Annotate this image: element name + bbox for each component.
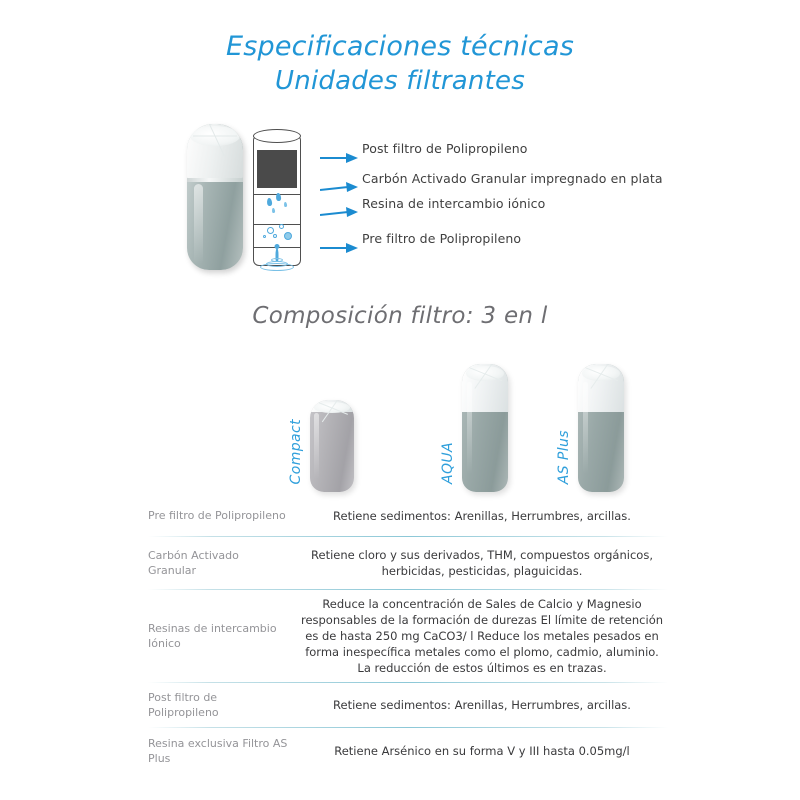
bottle-cap-top (582, 366, 621, 381)
bubble-icon (263, 235, 266, 238)
page-title-line-2: Unidades filtrantes (275, 66, 525, 96)
bottle-label-aqua: AQUA (440, 441, 456, 484)
callout-label: Resina de intercambio iónico (362, 196, 546, 211)
callout-label: Post filtro de Polipropileno (362, 141, 528, 156)
page-title (0, 30, 800, 98)
filter-diagram (0, 118, 800, 283)
arrow-right-icon (320, 181, 358, 195)
arrow-right-icon (320, 151, 358, 165)
bottle-comparison (0, 352, 800, 492)
table-row-value: Retiene Arsénico en su forma V y III hasta 0.05mg/l (334, 744, 630, 758)
table-row (148, 537, 668, 589)
composition-title: Composición filtro: 3 en l (252, 303, 548, 329)
cartridge-cap-top (190, 126, 240, 146)
table-row-value: Reduce la concentración de Sales de Calcio y Magnesio responsables de la formación de durezas El límite de retención es de hasta 250 mg CaCO3/ l Reduce los metales pesados en forma inespecífica metales como el plomo, cadmio, aluminio. La reducción de estos últimos es en trazas. (300, 597, 664, 675)
table-row (148, 728, 668, 774)
callout-label: Carbón Activado Granular impregnado en plata (362, 171, 663, 186)
bottle-cap (310, 400, 354, 412)
arrow-right-icon (320, 206, 358, 220)
table-row (148, 496, 668, 536)
resin-droplets-layer (253, 190, 301, 220)
bottle-highlight (467, 382, 472, 474)
bottle-label-compact: Compact (288, 418, 304, 484)
water-splash-layer (253, 243, 301, 270)
cartridge-cap-ring (187, 178, 243, 182)
cartridge-photo (187, 124, 243, 270)
bottle-cap-top (466, 366, 505, 381)
table-row-value: Retiene cloro y sus derivados, THM, compuestos orgánicos, herbicidas, pesticidas, plaguicidas. (311, 548, 653, 578)
bottle-aqua (462, 364, 508, 492)
table-row-label: Carbón Activado Granular (148, 548, 239, 577)
table-row-label: Pre filtro de Polipropileno (148, 509, 286, 523)
table-row-value: Retiene sedimentos: Arenillas, Herrumbres, arcillas. (333, 509, 631, 523)
bubble-icon (284, 232, 292, 240)
bottle-as-plus (578, 364, 624, 492)
cartridge-schematic (253, 128, 301, 270)
ripple-icon (260, 263, 294, 271)
table-row-label: Post filtro de Polipropileno (148, 690, 219, 719)
table-row-value: Retiene sedimentos: Arenillas, Herrumbres, arcillas. (333, 698, 631, 712)
bubble-icon (279, 224, 284, 229)
cartridge-cap (187, 124, 243, 180)
bubble-icon (273, 234, 277, 238)
table-row-label: Resinas de intercambio Iónico (148, 621, 277, 650)
water-drop-icon (272, 208, 276, 213)
carbon-layer (257, 150, 297, 188)
table-row-label: Resina exclusiva Filtro AS Plus (148, 736, 288, 765)
table-row (148, 590, 668, 682)
table-row (148, 683, 668, 727)
water-drop-icon (276, 193, 282, 201)
page-title-line-1: Especificaciones técnicas (226, 31, 574, 62)
callout-label: Pre filtro de Polipropileno (362, 231, 522, 246)
arrow-right-icon (320, 241, 358, 255)
ripple-icon (271, 258, 283, 262)
water-drop-icon (284, 202, 288, 207)
cartridge-highlight (194, 184, 203, 264)
bottle-compact (310, 400, 354, 492)
bubble-icon (267, 227, 274, 234)
bottle-cap-top (314, 402, 351, 413)
water-drop-icon (267, 198, 273, 206)
schematic-top-ellipse (253, 129, 301, 143)
specification-table (148, 496, 668, 774)
bottle-highlight (583, 382, 588, 474)
bottle-label-as-plus: AS Plus (556, 429, 572, 484)
bottle-highlight (314, 413, 319, 479)
